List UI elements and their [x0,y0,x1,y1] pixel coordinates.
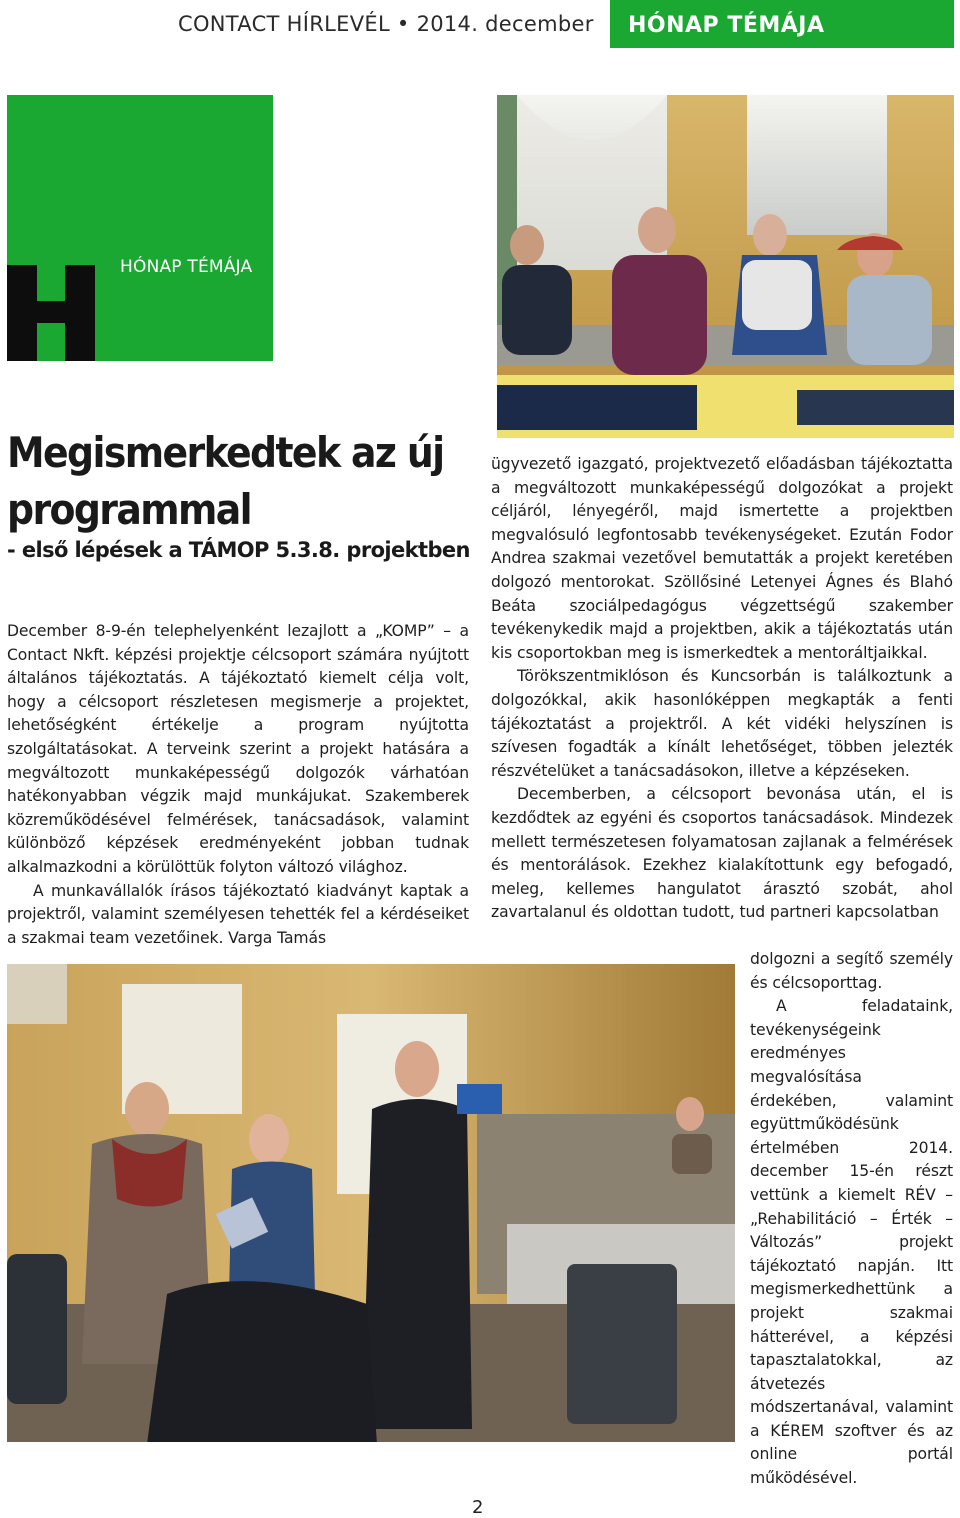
paragraph: dolgozni a segítő személy és célcsoporttag. [750,950,953,992]
workshop-photo-top [497,95,954,438]
paragraph: ügyvezető igazgató, projektvezető előadásban tájékoztatta a megváltozott munkaképességű dolgozókat a projekt céljáról, lényegéről, majd ismertette a projektben megvalósuló legfontosabb tevékenységeket. Ezután Fodor Andrea szakmai vezetővel bemutatták a projekt keretében dolgozó mentorokat. Szöllősiné Letenyei Ágnes és Blahó Beáta szociálpedagógus végzettségű szakember tevékenykedik majd a projektben, akik a tájékoztatás után kis csoportokban meg is ismerkedtek a mentoráltjaikkal. [491,455,953,662]
workshop-photo-bottom [7,964,735,1442]
article-column-right [491,453,953,925]
paragraph: Decemberben, a célcsoport bevonása után, el is kezdődtek az egyéni és csoportos tanácsadások. Mindezek mellett természetesen folyamatosan zajlanak a felmérések és mentorálások. Ezekhez kialakítottunk egy befogadó, meleg, kellemes hangulatot árasztó szobát, ahol zavartalanul és oldottan tudott, tud partneri kapcsolatban [491,785,953,922]
paragraph: A munkavállalók írásos tájékoztató kiadványt kaptak a projektről, valamint személyesen tehették fel a kérdéseiket a szakmai team vezetőinek. Varga Tamás [7,881,469,947]
page-number: 2 [472,1497,484,1518]
paragraph: Törökszentmiklóson és Kuncsorbán is találkoztunk a dolgozókkal, akik hasonlóképpen megkapták a fenti tájékoztatást a projektről. A két vidéki helyszínen is szívesen fogadták a kínált lehetőséget, többen jelezték részvételüket a tanácsadásokon, illetve a képzéseken. [491,667,953,780]
newsletter-header: CONTACT HÍRLEVÉL • 2014. december [178,12,594,36]
h-letter-logo [7,265,103,361]
paragraph: A feladataink, tevékenységeink eredményes megvalósítása érdekében, valamint együttműködésünk értelmében 2014. december 15-én részt vettünk a kiemelt RÉV – „Rehabilitáció – Érték – Változás” projekt tájékoztató napján. Itt megismerkedhettünk a projekt szakmai hátterével, a képzési tapasztalatokkal, az átvetezés módszertanával, valamint a KÉREM szoftver és az online portál működésével. [750,997,953,1488]
section-tab: HÓNAP TÉMÁJA [610,0,954,48]
article-column-left [7,620,469,950]
article-column-narrow [750,948,953,1491]
article-title: Megismerkedtek az új programmal [7,428,444,534]
article-subtitle: - első lépések a TÁMOP 5.3.8. projektben [7,538,470,562]
paragraph: December 8-9-én telephelyenként lezajlott a „KOMP” – a Contact Nkft. képzési projektje célcsoport számára nyújtott általános tájékoztatás. A tájékoztató kiemelt célja volt, hogy a célcsoport részletesen megismerje a projektet, lehetőségként értékelje a program nyújtotta szolgáltatásokat. A terveink szerint a projekt hatására a megváltozott munkaképességű dolgozók várhatóan hatékonyabban végzik majd munkájukat. Szakemberek közreműködésével felmérések, tanácsadások, valamint különböző képzések eredményeként jobban tudnak alkalmazkodni a körülöttük folyton változó világhoz. [7,622,469,876]
section-badge [7,95,273,361]
section-badge-label: HÓNAP TÉMÁJA [120,257,253,277]
